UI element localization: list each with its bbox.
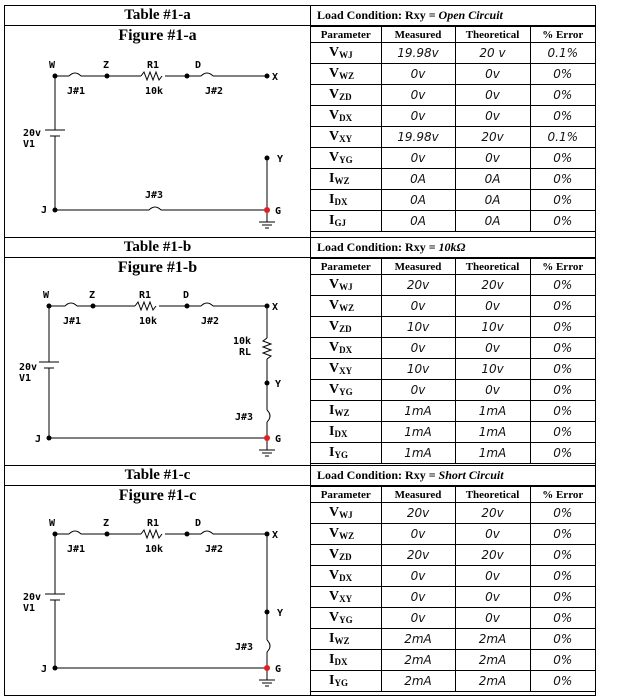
error-cell: 0% (530, 275, 595, 296)
theoretical-cell: 2mA (455, 671, 530, 692)
table-row (311, 338, 595, 359)
j1-label: J#1 (67, 544, 86, 555)
figure-title: Figure #1-c (118, 487, 197, 504)
node-z-label: Z (103, 60, 110, 71)
error-cell: 0% (530, 422, 595, 443)
parameter-cell: $V_{ZD}$ (311, 545, 381, 566)
node-g-label: G (275, 664, 282, 675)
parameter-cell: $V_{WZ}$ (311, 64, 381, 85)
j3-label: J#3 (235, 412, 254, 423)
measurement-table (311, 486, 595, 692)
error-cell: 0% (530, 169, 595, 190)
rl-value: 10k (233, 336, 252, 347)
measured-cell: 2mA (381, 671, 455, 692)
parameter-cell: $V_{DX}$ (311, 338, 381, 359)
section-1a (4, 5, 596, 238)
measured-cell: 0A (381, 190, 455, 211)
circuit-diagram (5, 46, 309, 238)
node-y-label: Y (275, 379, 282, 390)
parameter-cell: $I_{GJ}$ (311, 211, 381, 232)
figure-panel (5, 466, 311, 695)
theoretical-cell: 0A (455, 169, 530, 190)
r1-label: R1 (147, 518, 160, 529)
theoretical-cell: 2mA (455, 650, 530, 671)
header-row (311, 27, 595, 43)
col-error: % Error (530, 27, 595, 43)
parameter-cell: $I_{YG}$ (311, 443, 381, 464)
parameter-cell: $V_{ZD}$ (311, 85, 381, 106)
measured-cell: 19.98v (381, 43, 455, 64)
parameter-cell: $V_{ZD}$ (311, 317, 381, 338)
node-j-label: J (41, 664, 48, 675)
measured-cell: 0v (381, 85, 455, 106)
node-x-label: X (272, 72, 279, 83)
load-value: 10kΩ (438, 240, 466, 254)
node-g-label: G (275, 206, 282, 217)
j2-label: J#2 (205, 544, 224, 555)
table-row (311, 608, 595, 629)
node-x-label: X (272, 302, 279, 313)
error-cell: 0% (530, 85, 595, 106)
source-name: V1 (19, 373, 32, 384)
parameter-cell: $V_{WJ}$ (311, 503, 381, 524)
data-panel (311, 238, 595, 465)
measured-cell: 0v (381, 64, 455, 85)
theoretical-cell: 0v (455, 296, 530, 317)
table-row (311, 524, 595, 545)
theoretical-cell: 1mA (455, 422, 530, 443)
error-cell: 0.1% (530, 43, 595, 64)
load-value: Open Circuit (438, 8, 503, 22)
error-cell: 0% (530, 524, 595, 545)
error-cell: 0% (530, 148, 595, 169)
measured-cell: 0v (381, 608, 455, 629)
source-value: 20v (23, 128, 42, 139)
table-title: Table #1-a (5, 6, 310, 26)
parameter-cell: $V_{YG}$ (311, 380, 381, 401)
theoretical-cell: 0v (455, 380, 530, 401)
j2-label: J#2 (201, 316, 220, 327)
load-value: Short Circuit (438, 468, 504, 482)
parameter-cell: $V_{WJ}$ (311, 43, 381, 64)
j1-label: J#1 (63, 316, 82, 327)
table-row (311, 359, 595, 380)
theoretical-cell: 10v (455, 359, 530, 380)
parameter-cell: $I_{WZ}$ (311, 629, 381, 650)
error-cell: 0% (530, 650, 595, 671)
theoretical-cell: 20v (455, 275, 530, 296)
error-cell: 0% (530, 545, 595, 566)
parameter-cell: $V_{DX}$ (311, 106, 381, 127)
error-cell: 0% (530, 401, 595, 422)
node-y-label: Y (277, 608, 284, 619)
theoretical-cell: 20v (455, 545, 530, 566)
parameter-cell: $V_{WZ}$ (311, 296, 381, 317)
r1-value: 10k (145, 544, 164, 555)
error-cell: 0% (530, 566, 595, 587)
parameter-cell: $V_{WJ}$ (311, 275, 381, 296)
table-row (311, 64, 595, 85)
node-w-label: W (43, 290, 50, 301)
col-parameter: Parameter (311, 27, 381, 43)
node-w-label: W (49, 518, 56, 529)
error-cell: 0% (530, 338, 595, 359)
measured-cell: 10v (381, 359, 455, 380)
error-cell: 0% (530, 380, 595, 401)
theoretical-cell: 0v (455, 587, 530, 608)
table-row (311, 587, 595, 608)
col-error: % Error (530, 487, 595, 503)
r1-value: 10k (145, 86, 164, 97)
table-row (311, 566, 595, 587)
figure-panel (5, 6, 311, 237)
parameter-cell: $I_{DX}$ (311, 650, 381, 671)
node-j-label: J (41, 205, 48, 216)
figure-title: Figure #1-b (117, 259, 198, 276)
table-row (311, 127, 595, 148)
theoretical-cell: 0A (455, 211, 530, 232)
theoretical-cell: 0v (455, 106, 530, 127)
parameter-cell: $I_{WZ}$ (311, 401, 381, 422)
measured-cell: 0v (381, 106, 455, 127)
error-cell: 0% (530, 190, 595, 211)
theoretical-cell: 20v (455, 503, 530, 524)
table-row (311, 85, 595, 106)
theoretical-cell: 10v (455, 317, 530, 338)
load-condition: Load Condition: Rxy = Open Circuit (311, 6, 595, 26)
data-panel (311, 466, 595, 695)
measured-cell: 2mA (381, 629, 455, 650)
error-cell: 0% (530, 317, 595, 338)
table-row (311, 671, 595, 692)
theoretical-cell: 1mA (455, 401, 530, 422)
figure-title: Figure #1-a (118, 27, 197, 44)
measured-cell: 0v (381, 296, 455, 317)
load-condition: Load Condition: Rxy = Short Circuit (311, 466, 595, 486)
node-w-label: W (49, 60, 56, 71)
data-panel (311, 6, 595, 237)
measured-cell: 20v (381, 545, 455, 566)
table-title: Table #1-c (5, 466, 310, 486)
measured-cell: 0v (381, 587, 455, 608)
table-row (311, 106, 595, 127)
measurement-table (311, 258, 595, 464)
parameter-cell: $V_{XY}$ (311, 359, 381, 380)
table-row (311, 503, 595, 524)
header-row (311, 487, 595, 503)
circuit-diagram (5, 278, 309, 466)
measured-cell: 0v (381, 148, 455, 169)
error-cell: 0% (530, 587, 595, 608)
measured-cell: 2mA (381, 650, 455, 671)
load-condition: Load Condition: Rxy = 10kΩ (311, 238, 595, 258)
table-row (311, 275, 595, 296)
error-cell: 0% (530, 629, 595, 650)
col-measured: Measured (381, 487, 455, 503)
measured-cell: 0A (381, 211, 455, 232)
theoretical-cell: 0A (455, 190, 530, 211)
r1-label: R1 (147, 60, 160, 71)
node-y-label: Y (277, 154, 284, 165)
source-value: 20v (23, 592, 42, 603)
col-parameter: Parameter (311, 487, 381, 503)
measured-cell: 0v (381, 338, 455, 359)
measured-cell: 0v (381, 524, 455, 545)
parameter-cell: $V_{XY}$ (311, 587, 381, 608)
table-row (311, 169, 595, 190)
theoretical-cell: 0v (455, 148, 530, 169)
node-d-label: D (183, 290, 190, 301)
source-name: V1 (23, 603, 36, 614)
parameter-cell: $V_{WZ}$ (311, 524, 381, 545)
measured-cell: 0A (381, 169, 455, 190)
measured-cell: 19.98v (381, 127, 455, 148)
col-measured: Measured (381, 259, 455, 275)
parameter-cell: $I_{DX}$ (311, 422, 381, 443)
theoretical-cell: 0v (455, 85, 530, 106)
parameter-cell: $V_{XY}$ (311, 127, 381, 148)
theoretical-cell: 0v (455, 524, 530, 545)
table-row (311, 43, 595, 64)
theoretical-cell: 20 v (455, 43, 530, 64)
header-row (311, 259, 595, 275)
node-j-label: J (35, 434, 42, 445)
measured-cell: 0v (381, 380, 455, 401)
theoretical-cell: 0v (455, 338, 530, 359)
measured-cell: 10v (381, 317, 455, 338)
table-row (311, 190, 595, 211)
table-row (311, 380, 595, 401)
measured-cell: 1mA (381, 443, 455, 464)
table-row (311, 211, 595, 232)
node-z-label: Z (103, 518, 110, 529)
j2-label: J#2 (205, 86, 224, 97)
j3-label: J#3 (145, 190, 164, 201)
figure-panel (5, 238, 311, 465)
table-row (311, 629, 595, 650)
col-theoretical: Theoretical (455, 27, 530, 43)
error-cell: 0% (530, 608, 595, 629)
error-cell: 0% (530, 503, 595, 524)
node-d-label: D (195, 518, 202, 529)
section-1b (4, 237, 596, 466)
node-d-label: D (195, 60, 202, 71)
node-z-label: Z (89, 290, 96, 301)
source-name: V1 (23, 139, 36, 150)
theoretical-cell: 1mA (455, 443, 530, 464)
source-value: 20v (19, 362, 38, 373)
theoretical-cell: 20v (455, 127, 530, 148)
rl-name: RL (239, 347, 252, 358)
j3-label: J#3 (235, 642, 254, 653)
theoretical-cell: 2mA (455, 629, 530, 650)
node-x-label: X (272, 530, 279, 541)
parameter-cell: $V_{YG}$ (311, 148, 381, 169)
error-cell: 0% (530, 211, 595, 232)
col-parameter: Parameter (311, 259, 381, 275)
parameter-cell: $I_{YG}$ (311, 671, 381, 692)
parameter-cell: $I_{DX}$ (311, 190, 381, 211)
table-row (311, 422, 595, 443)
error-cell: 0% (530, 359, 595, 380)
measured-cell: 1mA (381, 422, 455, 443)
circuit-diagram (5, 506, 309, 696)
measured-cell: 1mA (381, 401, 455, 422)
r1-label: R1 (139, 290, 152, 301)
col-theoretical: Theoretical (455, 259, 530, 275)
table-row (311, 296, 595, 317)
table-row (311, 650, 595, 671)
col-theoretical: Theoretical (455, 487, 530, 503)
table-row (311, 401, 595, 422)
error-cell: 0% (530, 443, 595, 464)
table-row (311, 148, 595, 169)
error-cell: 0% (530, 64, 595, 85)
theoretical-cell: 0v (455, 64, 530, 85)
table-title: Table #1-b (5, 238, 310, 258)
theoretical-cell: 0v (455, 608, 530, 629)
theoretical-cell: 0v (455, 566, 530, 587)
r1-value: 10k (139, 316, 158, 327)
error-cell: 0% (530, 296, 595, 317)
error-cell: 0.1% (530, 127, 595, 148)
table-row (311, 317, 595, 338)
measured-cell: 20v (381, 503, 455, 524)
parameter-cell: $I_{WZ}$ (311, 169, 381, 190)
error-cell: 0% (530, 106, 595, 127)
measurement-table (311, 26, 595, 232)
parameter-cell: $V_{YG}$ (311, 608, 381, 629)
error-cell: 0% (530, 671, 595, 692)
node-g-label: G (275, 434, 282, 445)
parameter-cell: $V_{DX}$ (311, 566, 381, 587)
col-error: % Error (530, 259, 595, 275)
table-row (311, 443, 595, 464)
measured-cell: 20v (381, 275, 455, 296)
table-row (311, 545, 595, 566)
j1-label: J#1 (67, 86, 86, 97)
section-1c (4, 465, 596, 696)
col-measured: Measured (381, 27, 455, 43)
measured-cell: 0v (381, 566, 455, 587)
